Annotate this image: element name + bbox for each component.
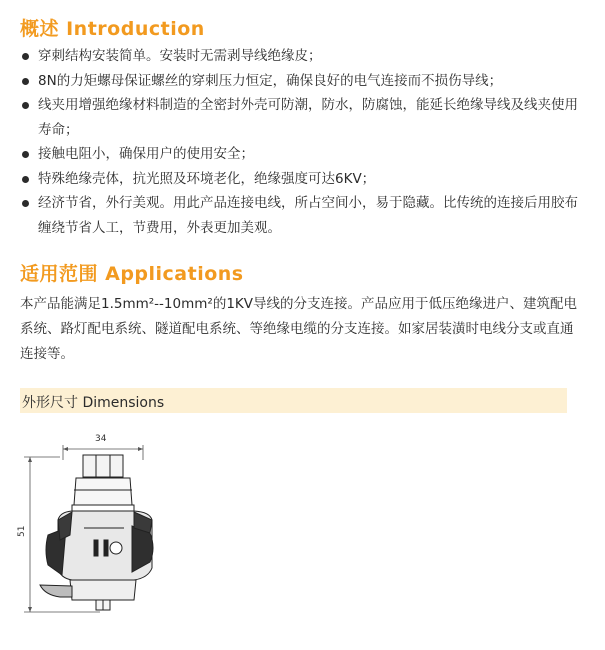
list-item-text: 线夹用增强绝缘材料制造的全密封外壳可防潮，防水，防腐蚀，能延长绝缘导线及线夹使用寿命； <box>38 97 578 138</box>
width-dimension-label: 34 <box>95 434 107 444</box>
applications-text: 本产品能满足1.5mm²--10mm²的1KV导线的分支连接。产品应用于低压绝缘进户、建筑配电系统、路灯配电系统、隧道配电系统、等绝缘电缆的分支连接。如家居装潢时电线分支或直通连接等。 <box>20 296 577 362</box>
height-dimension-label: 51 <box>17 525 27 537</box>
clamp-outline <box>40 455 153 610</box>
list-item-text: 特殊绝缘壳体，抗光照及环境老化，绝缘强度可达6KV； <box>38 170 376 187</box>
list-item-text: 穿刺结构安装简单。安装时无需剥导线绝缘皮； <box>38 48 322 64</box>
applications-heading: 适用范围 Applications <box>20 263 244 285</box>
introduction-heading: 概述 Introduction <box>20 18 205 40</box>
list-item-text: 接触电阻小，确保用户的使用安全； <box>38 146 254 162</box>
dimensions-heading: 外形尺寸 Dimensions <box>22 395 165 411</box>
list-item-text: 经济节省，外行美观。用此产品连接电线，所占空间小，易于隐藏。比传统的连接后用胶布缠绕节省人工，节费用，外表更加美观。 <box>38 195 578 236</box>
list-item-text: 8N的力矩螺母保证螺丝的穿刺压力恒定，确保良好的电气连接而不损伤导线； <box>38 72 503 89</box>
